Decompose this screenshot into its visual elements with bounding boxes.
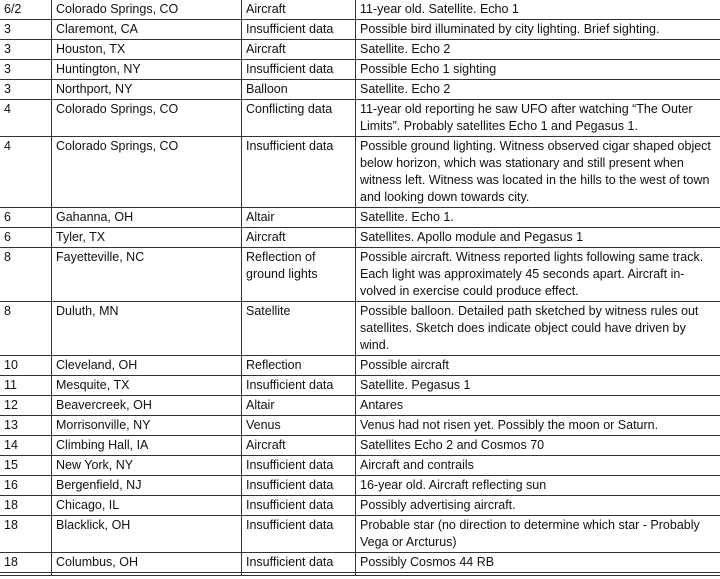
cell-comments: Possibly advertising aircraft. bbox=[356, 496, 720, 516]
cell-evaluation: Aircraft bbox=[242, 0, 356, 20]
cell-location: Bergenfield, NJ bbox=[52, 476, 242, 496]
table-row bbox=[0, 248, 720, 302]
table-row bbox=[0, 20, 720, 40]
cell-evaluation: Reflection bbox=[242, 356, 356, 376]
cell-location: Colorado Springs, CO bbox=[52, 0, 242, 20]
cell-location: Duluth, MN bbox=[52, 302, 242, 356]
cell-location: Colorado Springs, CO bbox=[52, 137, 242, 208]
cell-date: 18 bbox=[0, 496, 52, 516]
cell-evaluation: Venus bbox=[242, 416, 356, 436]
table-row bbox=[0, 396, 720, 416]
table-row bbox=[0, 573, 720, 576]
cell-comments: Possible aircraft. Witness reported lights following same track. Each light was approximately 45 seconds apart. Aircraft in-volved in exercise could produce effect. bbox=[356, 248, 720, 302]
cell-evaluation: Aircraft bbox=[242, 40, 356, 60]
cell-date: 18 bbox=[0, 516, 52, 553]
table-row bbox=[0, 456, 720, 476]
cell-location: Tyler, TX bbox=[52, 228, 242, 248]
cell-date: 15 bbox=[0, 456, 52, 476]
cell-date: 16 bbox=[0, 476, 52, 496]
cell-date: 4 bbox=[0, 137, 52, 208]
cell-evaluation: Insufficient data bbox=[242, 137, 356, 208]
cell-comments: 11-year old reporting he saw UFO after watching “The Outer Limits”. Probably satellites Echo 1 and Pegasus 1. bbox=[356, 100, 720, 137]
cell-date: 18 bbox=[0, 553, 52, 573]
cell-date: 6 bbox=[0, 208, 52, 228]
table-row bbox=[0, 436, 720, 456]
table-row bbox=[0, 302, 720, 356]
cell-evaluation: Aircraft bbox=[242, 436, 356, 456]
cell-date: 13 bbox=[0, 416, 52, 436]
cell-comments: Possible balloon. Detailed path sketched by witness rules out satellites. Sketch does indicate object could have driven by wind. bbox=[356, 302, 720, 356]
cell-date: 3 bbox=[0, 80, 52, 100]
cell-comments: Satellite. Echo 2 bbox=[356, 40, 720, 60]
cell-location: Huntington, NY bbox=[52, 60, 242, 80]
cell-date: 11 bbox=[0, 376, 52, 396]
cell-evaluation: Conflicting data bbox=[242, 100, 356, 137]
cell-location: Columbus, OH bbox=[52, 553, 242, 573]
table-row bbox=[0, 60, 720, 80]
cell-location: Cleveland, OH bbox=[52, 356, 242, 376]
cell-comments: Venus had not risen yet. Possibly the moon or Saturn. bbox=[356, 416, 720, 436]
cell-location: Fayetteville, NC bbox=[52, 248, 242, 302]
cell-evaluation: Insufficient data bbox=[242, 496, 356, 516]
cell-comments bbox=[356, 573, 720, 576]
cell-comments: Probable star (no direction to determine which star - Probably Vega or Arcturus) bbox=[356, 516, 720, 553]
cell-evaluation: Insufficient data bbox=[242, 476, 356, 496]
cell-location: Climbing Hall, IA bbox=[52, 436, 242, 456]
table-row bbox=[0, 228, 720, 248]
cell-date: 4 bbox=[0, 100, 52, 137]
cell-location: Beavercreek, OH bbox=[52, 396, 242, 416]
cell-evaluation: Reflection of ground lights bbox=[242, 248, 356, 302]
cell-date: 3 bbox=[0, 40, 52, 60]
cell-location: New York, NY bbox=[52, 456, 242, 476]
cell-comments: Satellite. Echo 2 bbox=[356, 80, 720, 100]
cell-evaluation bbox=[242, 573, 356, 576]
cell-comments: 16-year old. Aircraft reflecting sun bbox=[356, 476, 720, 496]
cell-evaluation: Insufficient data bbox=[242, 20, 356, 40]
cell-date: 3 bbox=[0, 20, 52, 40]
cell-comments: Satellites Echo 2 and Cosmos 70 bbox=[356, 436, 720, 456]
cell-comments: Antares bbox=[356, 396, 720, 416]
table-row bbox=[0, 80, 720, 100]
table-row bbox=[0, 516, 720, 553]
cell-date: 8 bbox=[0, 302, 52, 356]
cell-location: Houston, TX bbox=[52, 40, 242, 60]
cell-evaluation: Insufficient data bbox=[242, 60, 356, 80]
cell-date: 12 bbox=[0, 396, 52, 416]
cell-date: 6 bbox=[0, 228, 52, 248]
table-row bbox=[0, 553, 720, 573]
cell-comments: Possible ground lighting. Witness observed cigar shaped object below horizon, which was stationary and still present when witness left. Witness was located in the hills to the west of town and looking down towards city. bbox=[356, 137, 720, 208]
cell-comments: Possibly Cosmos 44 RB bbox=[356, 553, 720, 573]
table-row bbox=[0, 40, 720, 60]
cell-date: 14 bbox=[0, 436, 52, 456]
table-row bbox=[0, 416, 720, 436]
cell-evaluation: Altair bbox=[242, 208, 356, 228]
cell-comments: Satellite. Pegasus 1 bbox=[356, 376, 720, 396]
table-row bbox=[0, 100, 720, 137]
cell-evaluation: Satellite bbox=[242, 302, 356, 356]
table-row bbox=[0, 0, 720, 20]
cell-evaluation: Insufficient data bbox=[242, 456, 356, 476]
cell-comments: Possible bird illuminated by city lighting. Brief sighting. bbox=[356, 20, 720, 40]
cell-comments: Possible aircraft bbox=[356, 356, 720, 376]
cell-date: 6/2 bbox=[0, 0, 52, 20]
cell-date: 10 bbox=[0, 356, 52, 376]
cell-comments: 11-year old. Satellite. Echo 1 bbox=[356, 0, 720, 20]
table-row bbox=[0, 496, 720, 516]
cell-evaluation: Insufficient data bbox=[242, 516, 356, 553]
cell-location: Mesquite, TX bbox=[52, 376, 242, 396]
cell-location: Blacklick, OH bbox=[52, 516, 242, 553]
cell-comments: Satellites. Apollo module and Pegasus 1 bbox=[356, 228, 720, 248]
cell-location: Northport, NY bbox=[52, 80, 242, 100]
cell-location: Claremont, CA bbox=[52, 20, 242, 40]
cell-date: 3 bbox=[0, 60, 52, 80]
table-row bbox=[0, 137, 720, 208]
cell-evaluation: Insufficient data bbox=[242, 553, 356, 573]
table-row bbox=[0, 476, 720, 496]
cell-location: Gahanna, OH bbox=[52, 208, 242, 228]
table-row bbox=[0, 356, 720, 376]
cell-comments: Possible Echo 1 sighting bbox=[356, 60, 720, 80]
cell-evaluation: Altair bbox=[242, 396, 356, 416]
table-row bbox=[0, 208, 720, 228]
cell-date: 8 bbox=[0, 248, 52, 302]
cell-evaluation: Balloon bbox=[242, 80, 356, 100]
cell-location bbox=[52, 573, 242, 576]
cell-location: Colorado Springs, CO bbox=[52, 100, 242, 137]
cell-location: Chicago, IL bbox=[52, 496, 242, 516]
cell-date bbox=[0, 573, 52, 576]
cell-evaluation: Aircraft bbox=[242, 228, 356, 248]
table-row bbox=[0, 376, 720, 396]
cell-location: Morrisonville, NY bbox=[52, 416, 242, 436]
cell-comments: Satellite. Echo 1. bbox=[356, 208, 720, 228]
cell-evaluation: Insufficient data bbox=[242, 376, 356, 396]
cell-comments: Aircraft and contrails bbox=[356, 456, 720, 476]
